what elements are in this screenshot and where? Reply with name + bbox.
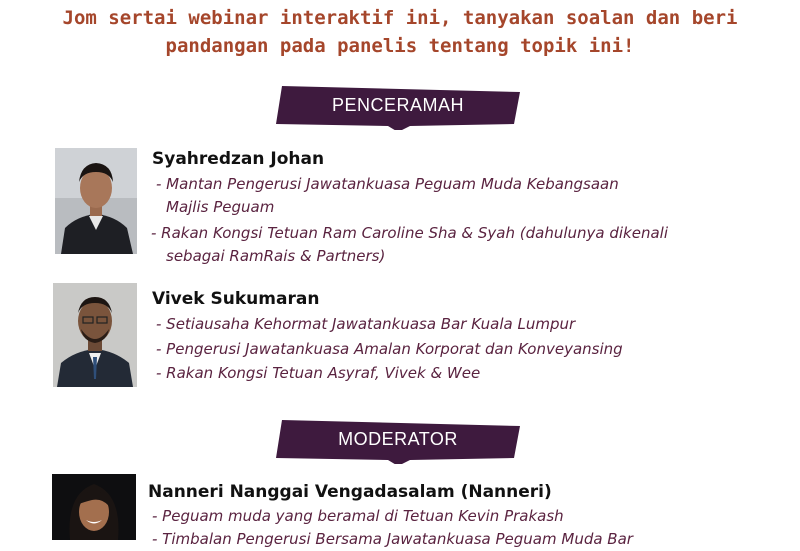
speaker-1-role-2: Majlis Peguam xyxy=(166,198,275,216)
speaker-2-role-3: - Rakan Kongsi Tetuan Asyraf, Vivek & Wee xyxy=(156,364,481,382)
speaker-2-photo xyxy=(53,283,137,387)
speaker-1-role-3: - Rakan Kongsi Tetuan Ram Caroline Sha & Syah (dahulunya dikenali xyxy=(151,224,668,242)
speaker-1-photo xyxy=(55,148,137,254)
speaker-2-name: Vivek Sukumaran xyxy=(152,289,320,309)
speaker-1-role-1: - Mantan Pengerusi Jawatankuasa Peguam Muda Kebangsaan xyxy=(156,175,619,193)
moderator-name: Nanneri Nanggai Vengadasalam (Nanneri) xyxy=(148,482,552,502)
speakers-banner-label: PENCERAMAH xyxy=(331,95,465,115)
speaker-2-role-1: - Setiausaha Kehormat Jawatankuasa Bar Kuala Lumpur xyxy=(156,315,576,333)
moderator-role-1: - Peguam muda yang beramal di Tetuan Kevin Prakash xyxy=(152,507,564,525)
speaker-2-role-2: - Pengerusi Jawatankuasa Amalan Korporat dan Konveyansing xyxy=(156,340,623,358)
moderator-photo xyxy=(52,474,136,540)
moderator-role-2: - Timbalan Pengerusi Bersama Jawatankuasa Peguam Muda Bar xyxy=(152,530,633,548)
headline-line-2: pandangan pada panelis tentang topik ini! xyxy=(165,35,635,57)
speaker-1-name: Syahredzan Johan xyxy=(152,149,325,169)
speakers-banner xyxy=(276,86,520,130)
moderator-banner-label: MODERATOR xyxy=(338,429,458,449)
speaker-1-role-4: sebagai RamRais & Partners) xyxy=(166,247,386,265)
headline-line-1: Jom sertai webinar interaktif ini, tanyakan soalan dan beri xyxy=(62,7,738,29)
headline xyxy=(0,4,800,60)
moderator-banner xyxy=(276,420,520,464)
